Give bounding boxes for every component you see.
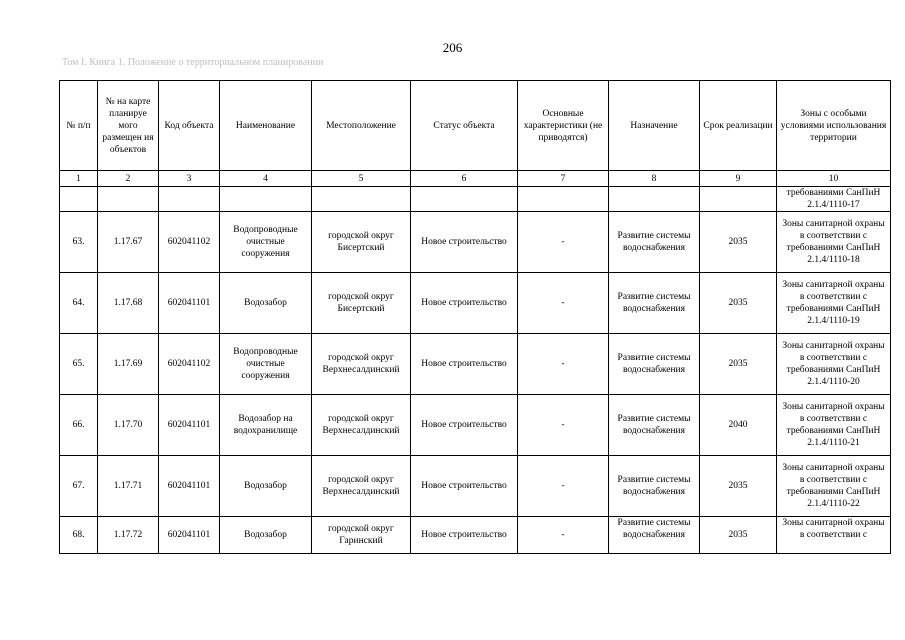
zone-cell: Зоны санитарной охраны в соответствии с [777,517,891,554]
zone-cell: Зоны санитарной охраны в соответствии с требованиями СанПиН 2.1.4/1110-19 [777,273,891,334]
row-number: 63. [60,212,98,273]
object-characteristics: - [518,456,609,517]
table-row [60,334,891,395]
object-term: 2035 [700,517,777,554]
zone-cell: Зоны санитарной охраны в соответствии с требованиями СанПиН 2.1.4/1110-22 [777,456,891,517]
object-purpose: Развитие системы водоснабжения [609,273,700,334]
table-cell [411,187,518,212]
map-number: 1.17.72 [98,517,159,554]
header-cell: № на карте планируе мого размещен ия объектов [98,81,159,171]
map-number: 1.17.67 [98,212,159,273]
map-number: 1.17.71 [98,456,159,517]
table-cell [98,187,159,212]
object-purpose: Развитие системы водоснабжения [609,456,700,517]
object-name: Водопроводные очистные сооружения [220,334,312,395]
header-cell: Основные характеристики (не приводятся) [518,81,609,171]
table-row [60,273,891,334]
map-number: 1.17.69 [98,334,159,395]
object-name: Водозабор на водохранилище [220,395,312,456]
column-number: 7 [518,171,609,187]
table-cell [700,187,777,212]
object-term: 2040 [700,395,777,456]
header-cell: Местоположение [312,81,411,171]
object-status: Новое строительство [411,517,518,554]
column-number: 3 [159,171,220,187]
column-number: 10 [777,171,891,187]
table-cell [220,187,312,212]
table-cell [312,187,411,212]
object-name: Водозабор [220,456,312,517]
continuation-row [60,187,891,212]
row-number: 68. [60,517,98,554]
header-row [60,81,891,171]
column-number: 9 [700,171,777,187]
column-number: 8 [609,171,700,187]
header-cell: Зоны с особыми условиями использования территории [777,81,891,171]
row-number: 66. [60,395,98,456]
zone-cell: Зоны санитарной охраны в соответствии с требованиями СанПиН 2.1.4/1110-20 [777,334,891,395]
column-number: 4 [220,171,312,187]
header-cell: Назначение [609,81,700,171]
object-name: Водозабор [220,517,312,554]
object-status: Новое строительство [411,395,518,456]
object-code: 602041102 [159,212,220,273]
header-cell: № п/п [60,81,98,171]
object-term: 2035 [700,212,777,273]
object-location: городской округ Верхнесалдинский [312,334,411,395]
table-row [60,456,891,517]
object-code: 602041101 [159,517,220,554]
page-number: 206 [442,40,463,55]
object-code: 602041101 [159,456,220,517]
table-row [60,395,891,456]
object-characteristics: - [518,273,609,334]
table-cell [609,187,700,212]
object-status: Новое строительство [411,456,518,517]
map-number: 1.17.70 [98,395,159,456]
object-characteristics: - [518,395,609,456]
table-cell [159,187,220,212]
object-code: 602041101 [159,395,220,456]
column-number: 5 [312,171,411,187]
object-location: городской округ Бисертский [312,273,411,334]
column-number: 2 [98,171,159,187]
table-row [60,212,891,273]
object-status: Новое строительство [411,334,518,395]
column-number-row [60,171,891,187]
header-cell: Код объекта [159,81,220,171]
zone-cell: Зоны санитарной охраны в соответствии с требованиями СанПиН 2.1.4/1110-21 [777,395,891,456]
table-cell [60,187,98,212]
map-number: 1.17.68 [98,273,159,334]
object-code: 602041101 [159,273,220,334]
row-number: 67. [60,456,98,517]
document-header: Том I. Книга 1. Положение о территориальном планировании [62,57,324,68]
object-name: Водопроводные очистные сооружения [220,212,312,273]
column-number: 6 [411,171,518,187]
zone-cell: Зоны санитарной охраны в соответствии с требованиями СанПиН 2.1.4/1110-18 [777,212,891,273]
object-purpose: Развитие системы водоснабжения [609,517,700,554]
header-cell: Статус объекта [411,81,518,171]
zone-cell: требованиями СанПиН 2.1.4/1110-17 [777,187,891,212]
object-characteristics: - [518,517,609,554]
object-term: 2035 [700,456,777,517]
header-cell: Срок реализации [700,81,777,171]
column-number: 1 [60,171,98,187]
object-code: 602041102 [159,334,220,395]
object-name: Водозабор [220,273,312,334]
row-number: 65. [60,334,98,395]
table-row [60,517,891,554]
object-purpose: Развитие системы водоснабжения [609,395,700,456]
object-purpose: Развитие системы водоснабжения [609,334,700,395]
object-characteristics: - [518,334,609,395]
object-location: городской округ Верхнесалдинский [312,395,411,456]
object-purpose: Развитие системы водоснабжения [609,212,700,273]
row-number: 64. [60,273,98,334]
object-location: городской округ Бисертский [312,212,411,273]
object-term: 2035 [700,334,777,395]
table-cell [518,187,609,212]
object-term: 2035 [700,273,777,334]
objects-table [59,80,891,554]
object-location: городской округ Гаринский [312,517,411,554]
object-characteristics: - [518,212,609,273]
object-status: Новое строительство [411,273,518,334]
object-status: Новое строительство [411,212,518,273]
object-location: городской округ Верхнесалдинский [312,456,411,517]
header-cell: Наименование [220,81,312,171]
